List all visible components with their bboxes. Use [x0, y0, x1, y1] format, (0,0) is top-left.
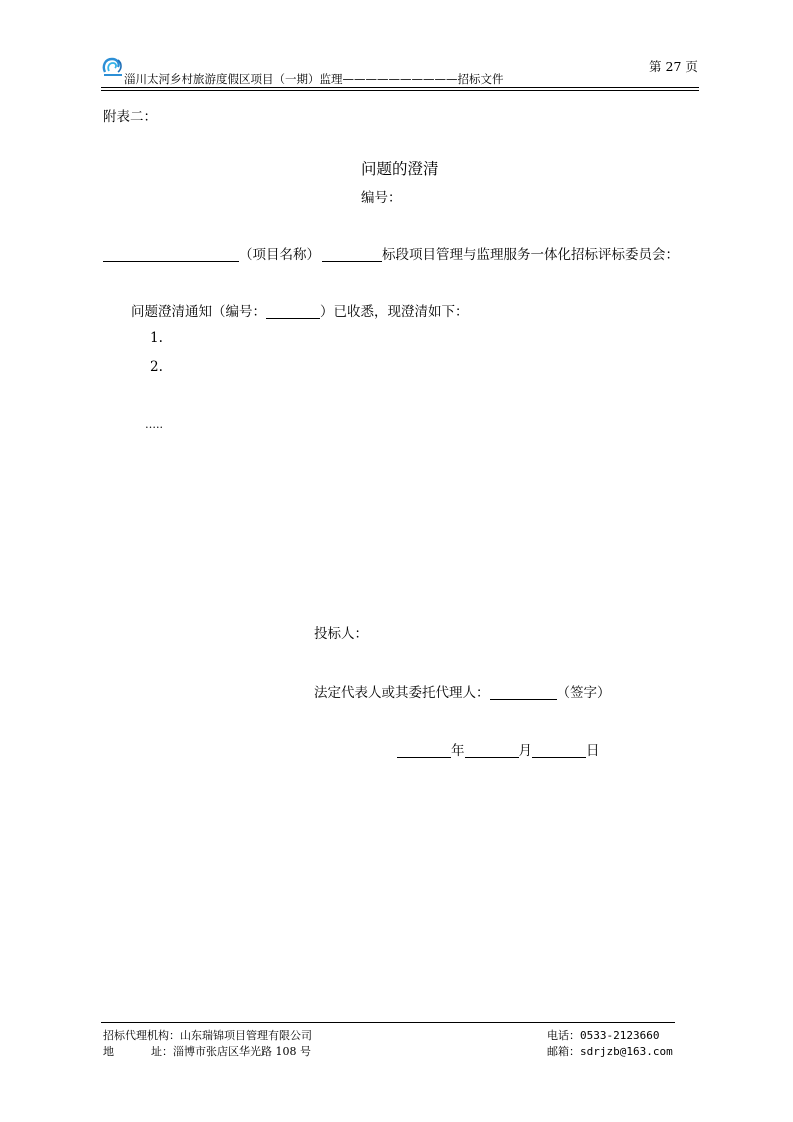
addressee-line	[103, 243, 679, 263]
date-line	[397, 739, 600, 759]
agency-name: 山东瑞锦项目管理有限公司	[180, 1029, 312, 1042]
representative-label: 法定代表人或其委托代理人：	[314, 685, 490, 701]
footer-rule	[101, 1022, 675, 1023]
address-label-2: 址：	[151, 1045, 173, 1058]
number-label: 编号：	[361, 190, 402, 206]
appendix-label: 附表二：	[103, 109, 157, 125]
email[interactable]: sdrjzb@163.com	[580, 1045, 673, 1058]
notice-line	[131, 300, 469, 320]
project-name-label: （项目名称）	[239, 247, 320, 263]
section-blank[interactable]	[322, 245, 382, 262]
address-line	[151, 1043, 311, 1059]
header-title: 淄川太河乡村旅游度假区项目（一期）监理——————————招标文件	[124, 72, 504, 86]
notice-post: ）已收悉，现澄清如下：	[320, 304, 469, 320]
ellipsis: …..	[145, 418, 163, 431]
header-rule-thin	[101, 90, 699, 91]
header-rule	[101, 87, 699, 88]
phone-label: 电话：	[547, 1029, 580, 1042]
representative-line	[314, 681, 611, 701]
phone-line	[547, 1027, 659, 1043]
day-label: 日	[586, 743, 600, 759]
notice-pre: 问题澄清通知（编号：	[131, 304, 266, 320]
list-item-1: 1.	[150, 330, 163, 346]
year-blank[interactable]	[397, 741, 451, 758]
document-title: 问题的澄清	[361, 160, 439, 178]
addressee-text: 标段项目管理与监理服务一体化招标评标委员会：	[382, 247, 679, 263]
day-blank[interactable]	[532, 741, 586, 758]
page-number: 第 27 页	[649, 59, 698, 74]
year-label: 年	[451, 743, 465, 759]
list-item-2: 2.	[150, 359, 163, 375]
project-name-blank[interactable]	[103, 245, 239, 262]
agency-label: 招标代理机构：	[103, 1029, 180, 1042]
notice-number-blank[interactable]	[266, 302, 320, 319]
email-line	[547, 1043, 673, 1059]
month-label: 月	[518, 743, 532, 759]
phone: 0533-2123660	[580, 1029, 660, 1042]
bidder-label: 投标人：	[314, 626, 368, 642]
month-blank[interactable]	[465, 741, 519, 758]
address: 淄博市张店区华光路 108 号	[173, 1045, 311, 1058]
sign-label: （签字）	[556, 685, 611, 701]
signature-blank[interactable]	[490, 683, 557, 700]
address-label-1: 地	[103, 1045, 114, 1058]
agency-line	[103, 1027, 312, 1043]
company-logo-icon	[101, 56, 125, 78]
email-label: 邮箱：	[547, 1045, 580, 1058]
